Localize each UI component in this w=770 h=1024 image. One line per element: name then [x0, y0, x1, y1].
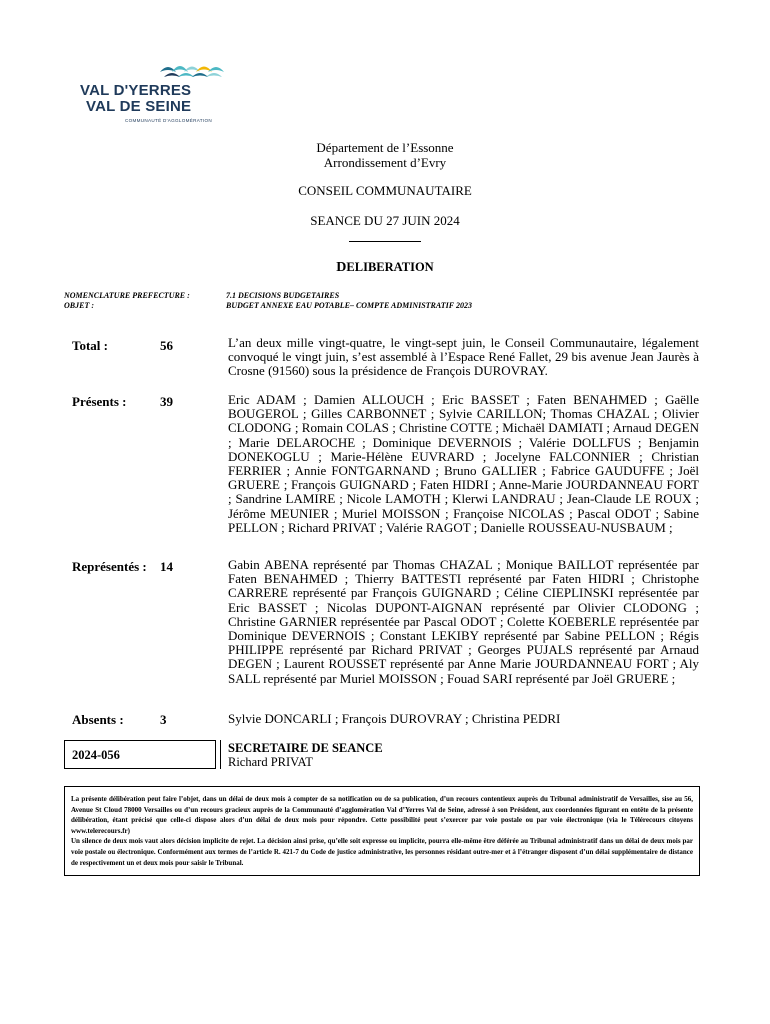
- absents-list: Sylvie DONCARLI ; François DUROVRAY ; Christina PEDRI: [228, 711, 561, 726]
- arrondissement-heading: Arrondissement d’Evry: [323, 155, 447, 170]
- departement-heading: Département de l’Essonne: [316, 140, 454, 155]
- total-text: L’an deux mille vingt-quatre, le vingt-sept juin, le Conseil Communautaire, légalement convoqué le vingt juin, s’est assemblé à l’Espace René Fallet, 29 bis avenue Jean Jaurès à Crosne (91560) sous la présidence de François DUROVRAY.: [228, 335, 699, 379]
- absents-label: Absents :: [72, 712, 124, 727]
- conseil-heading: CONSEIL COMMUNAUTAIRE: [298, 183, 472, 198]
- absents-count: 3: [160, 712, 167, 727]
- presents-count: 39: [160, 394, 173, 409]
- total-count: 56: [160, 338, 173, 353]
- nomenclature-label: NOMENCLATURE PREFECTURE :: [64, 291, 190, 300]
- secretaire-title: SECRETAIRE DE SEANCE: [228, 741, 383, 755]
- seance-heading: SEANCE DU 27 JUIN 2024: [310, 213, 460, 228]
- deliberation-rest: ELIBERATION: [346, 260, 434, 274]
- secretaire-divider: [220, 740, 221, 769]
- deliberation-initial: D: [336, 260, 347, 275]
- legal-notice-paragraph-1: La présente délibération peut faire l’objet, dans un délai de deux mois à compter de sa notification ou de sa publication, d’un recours contentieux auprès du Tribunal administratif de Versailles, sise au 56, Avenue St Cloud 78000 Versailles ou d’un recours gracieux auprès de la Communauté d’agglomération Val d’Yerres Val de Seine, adressé à son Président, aux coordonnées figurant en entête de la présente délibération, étant précisé que celle-ci dispose alors d’un délai de deux mois pour répondre. Cette possibilité peut s’exercer par voie postale ou par voie électronique (via le Télérecours citoyens www.telerecours.fr): [71, 795, 693, 835]
- deliberation-number: 2024-056: [72, 748, 120, 762]
- legal-notice-paragraph-2: Un silence de deux mois vaut alors décision implicite de rejet. La décision ainsi prise, qu’elle soit expresse ou implicite, pourra elle-même être déférée au Tribunal administratif dans un délai de deux mois par voie postale ou électronique. Conformément aux termes de l’article R. 421-7 du Code de justice administrative, les personnes résidant outre-mer et à l’étranger disposent d’un délai supplémentaire de distance de respectivement un et deux mois pour saisir le Tribunal.: [71, 837, 693, 867]
- deliberation-number-box: [64, 740, 216, 769]
- objet-label: OBJET :: [64, 301, 94, 310]
- total-label: Total :: [72, 338, 108, 353]
- secretaire-name: Richard PRIVAT: [228, 755, 313, 769]
- deliberation-title: [0, 260, 770, 276]
- logo-line-2: VAL DE SEINE: [86, 98, 192, 115]
- presents-label: Présents :: [72, 394, 127, 409]
- presents-list: Eric ADAM ; Damien ALLOUCH ; Eric BASSET ; Faten BENAHMED ; Gaëlle BOUGEROL ; Gilles CARBONNET ; Sylvie CARILLON; Thomas CHAZAL ; Olivier CLODONG ; Romain COLAS ; Christine COTTE ; Michaël DAMIATI ; Arnaud DEGEN ; Marie DELAROCHE ; Dominique DEVERNOIS ; Valérie DOLLFUS ; Benjamin DONEKOGLU ; Marie-Hélène EUVRARD ; Jocelyne FALCONNIER ; Christian FERRIER ; Annie FONTGARNAND ; Bruno GALLIER ; Fabrice GAUDUFFE ; Joël GRUERE ; François GUIGNARD ; Faten HIDRI ; Anne-Marie JOURDANNEAU FORT ; Sandrine LAMIRE ; Nicole LAMOTH ; Klerwi LANDRAU ; Jean-Claude LE ROUX ; Jérôme MEUNIER ; Muriel MOISSON ; Françoise NICOLAS ; Pascal ODOT ; Sabine PELLON ; Richard PRIVAT ; Valérie RAGOT ; Danielle ROUSSEAU-NUSBAUM ;: [228, 392, 699, 535]
- representes-list: Gabin ABENA représenté par Thomas CHAZAL ; Monique BAILLOT représentée par Faten BENAHMED ; Thierry BATTESTI représenté par Faten HIDRI ; Christophe CARRERE représenté par François GUIGNARD ; Céline CIEPLINSKI représentée par Eric BASSET ; Nicolas DUPONT-AIGNAN représenté par Olivier CLODONG ; Christine GARNIER représentée par Pascal ODOT ; Colette KOEBERLE représentée par Dominique DEVERNOIS ; Constant LEKIBY représenté par Sabine PELLON ; Régis PHILIPPE représenté par Richard PRIVAT ; Georges PUJALS représenté par Arnaud DEGEN ; Laurent ROUSSET représenté par Anne Marie JOURDANNEAU FORT ; Aly SALL représenté par Muriel MOISSON ; Fouad SARI représenté par Joël GRUERE ;: [228, 557, 699, 686]
- organization-logo: [80, 58, 230, 123]
- objet-value: BUDGET ANNEXE EAU POTABLE– COMPTE ADMINISTRATIF 2023: [226, 301, 472, 310]
- nomenclature-value: 7.1 DECISIONS BUDGETAIRES: [226, 291, 340, 300]
- logo-subtitle: COMMUNAUTÉ D'AGGLOMÉRATION: [125, 118, 212, 123]
- representes-count: 14: [160, 559, 173, 574]
- logo-line-1: VAL D'YERRES: [80, 82, 192, 99]
- representes-label: Représentés :: [72, 559, 147, 574]
- legal-notice-box: [64, 786, 700, 876]
- header-divider: [349, 241, 421, 242]
- wave-logo-icon: [80, 58, 230, 80]
